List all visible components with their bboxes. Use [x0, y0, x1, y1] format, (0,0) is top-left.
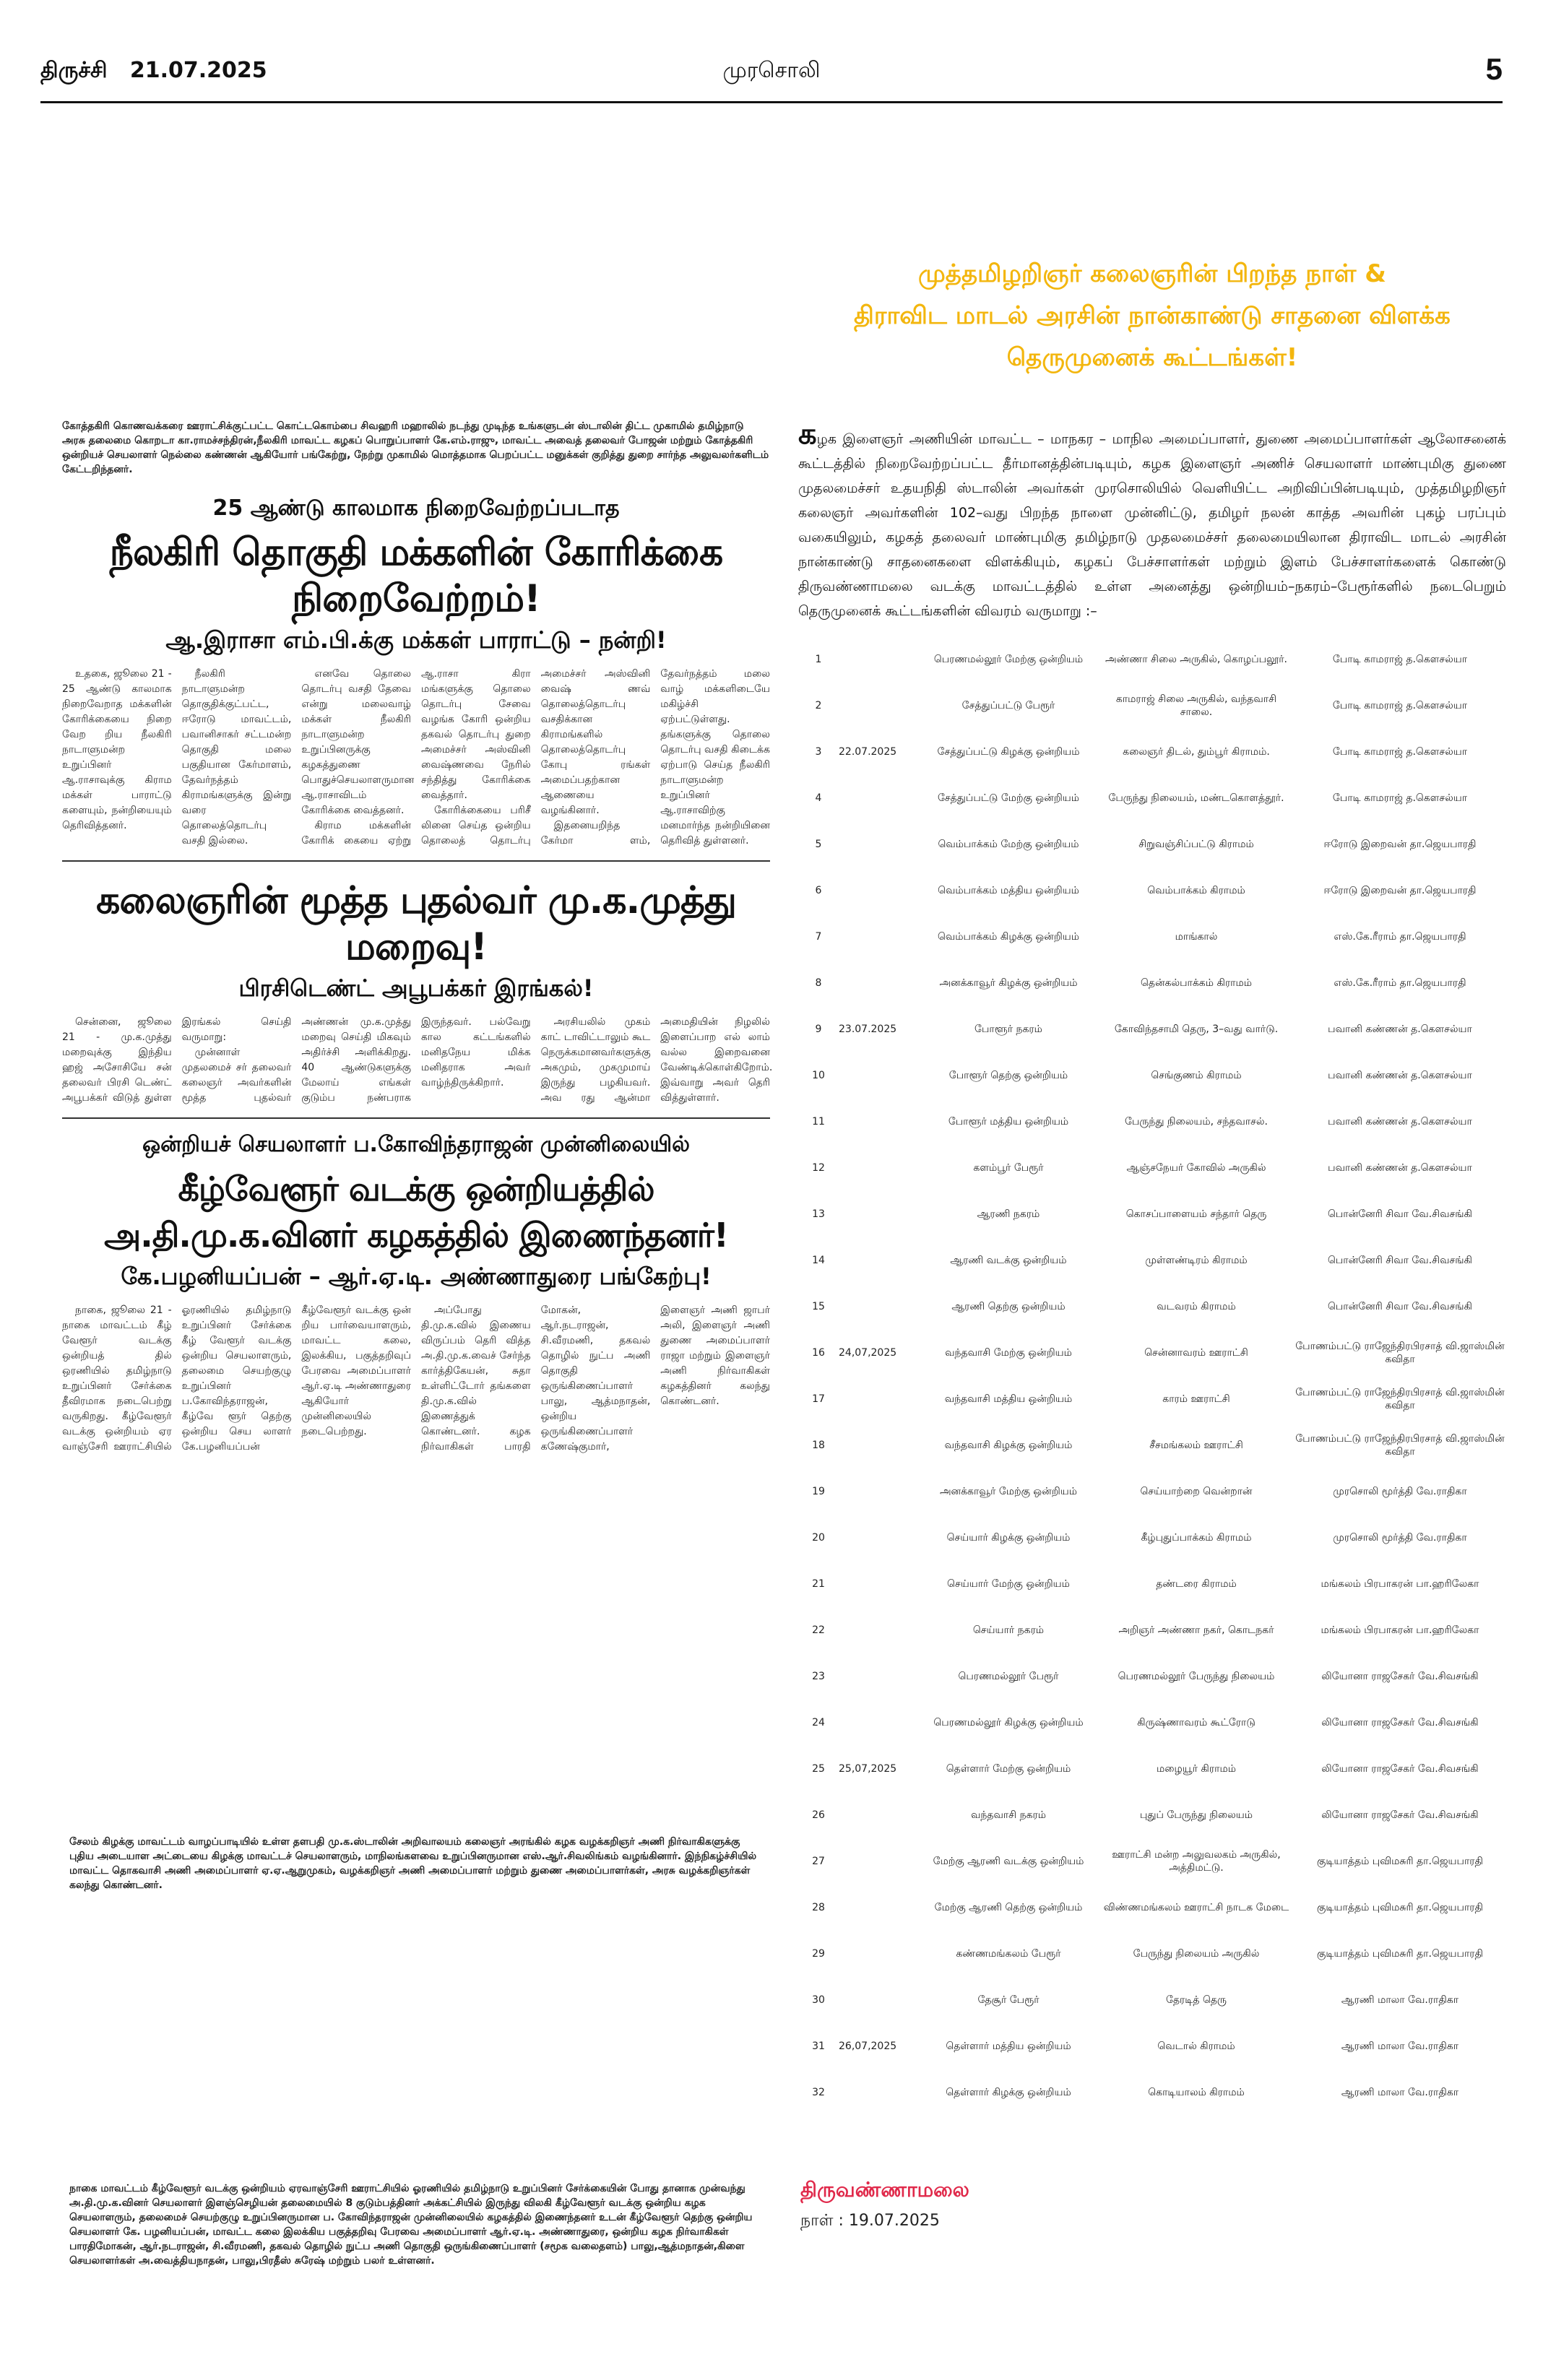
meeting-date: [839, 1607, 918, 1653]
row-number: 17: [812, 1393, 825, 1405]
meeting-area: தெள்ளார் கிழக்கு ஒன்றியம்: [946, 2087, 1071, 2098]
row-number: 2: [815, 700, 822, 711]
speakers: முரசொலி மூர்த்தி வே.ராதிகா: [1333, 1532, 1467, 1544]
schedule-row: [798, 1468, 1506, 1515]
meeting-area: வந்தவாசி மத்திய ஒன்றியம்: [944, 1393, 1073, 1405]
meeting-location: தேரடித் தெரு: [1166, 1994, 1227, 2006]
meeting-date: [839, 1376, 918, 1422]
meeting-location: காமராஜ் சிலை அருகில், வந்தவாசி சாலை.: [1115, 693, 1277, 718]
drop-cap: க: [798, 417, 817, 451]
row-number: 8: [815, 977, 822, 989]
schedule-row: [798, 821, 1506, 867]
meeting-date: 23.07.2025: [839, 1024, 897, 1035]
right-column: [798, 253, 1506, 2116]
meeting-location: சிறுவஞ்சிப்பட்டு கிராமம்: [1138, 839, 1254, 850]
row-number: 18: [812, 1440, 825, 1451]
speakers: பொன்னேரி சிவா வே.சிவசங்கி: [1327, 1208, 1472, 1220]
speakers: போணம்பட்டு ராஜேந்திரபிரசாத் வி.ஜாஸ்மின் கவிதா: [1295, 1433, 1505, 1458]
meeting-area: சேத்துப்பட்டு மேற்கு ஒன்றியம்: [937, 792, 1080, 804]
schedule-row: [798, 683, 1506, 729]
speakers: ஆரணி மாலா வே.ராதிகா: [1341, 1994, 1459, 2006]
schedule-row: [798, 1561, 1506, 1607]
row-number: 22: [812, 1624, 825, 1636]
story1-headline: நீலகிரி தொகுதி மக்களின் கோரிக்கை நிறைவேற்றம்!: [109, 531, 723, 620]
divider: [62, 860, 770, 862]
story3-kicker: ஒன்றியச் செயலாளர் ப.கோவிந்தராஜன் முன்னிலையில்: [142, 1132, 691, 1157]
schedule-row: [798, 1145, 1506, 1191]
meeting-date: [839, 1977, 918, 2023]
schedule-row: [798, 960, 1506, 1006]
title-line: முத்தமிழறிஞர் கலைஞரின் பிறந்த நாள் &: [918, 259, 1386, 288]
speakers: குடியாத்தம் புவிமசுரி தா.ஜெயபாரதி: [1317, 1948, 1483, 1960]
meeting-location: விண்ணமங்கலம் ஊராட்சி நாடக மேடை: [1103, 1902, 1289, 1913]
meeting-location: கலைஞர் திடல், தும்பூர் கிராமம்.: [1123, 746, 1270, 758]
schedule-row: [798, 1330, 1506, 1376]
row-number: 25: [812, 1763, 825, 1775]
speakers: போடி காமராஜ் த.கௌசல்யா: [1332, 700, 1468, 711]
schedule-row: [798, 1006, 1506, 1052]
speakers: பவானி கண்ணன் த.கௌசல்யா: [1328, 1024, 1472, 1035]
photo-area-middle-left: [40, 1632, 770, 1820]
page-number: 5: [1485, 52, 1503, 86]
photo-area-top-left: [40, 123, 770, 412]
meeting-location: சென்னாவரம் ஊராட்சி: [1144, 1347, 1248, 1359]
meeting-area: ஆரணி தெற்கு ஒன்றியம்: [951, 1301, 1066, 1312]
paragraph: எனவே தொலை தொடர்பு வசதி தேவை என்று மலைவாழ் மக்கள் நீலகிரி நாடாளுமன்ற உறுப்பினருக்கு கழகத்துணை பொதுச்செயலாளருமான ஆ.ராசாவிடம் கோரிக்கை வைத்தனர்.: [301, 668, 415, 816]
meeting-date: 25,07,2025: [839, 1763, 897, 1775]
meeting-area: போளூர் நகரம்: [974, 1024, 1042, 1035]
schedule-row: [798, 1099, 1506, 1145]
paragraph: நாகை, ஜூலை 21 - நாகை மாவட்டம் கீழ் வேளூர் வடக்கு ஒன்றியத் தில் ஒரணியில் தமிழ்நாடு உறுப்பினர் சேர்க்கை தீவிரமாக நடைபெற்று வருகிறது. கீழ்வேளூர் வடக்கு ஒன்றியம் ஏர வாஞ்சேரி ஊராட்சியில் ஓரணியில் தமிழ்நாடு உறுப்பினர் சேர்க்கை கீழ் வேளூர் வடக்கு ஒன்றிய செயலாளரும், தலைமை செயற்குழு உறுப்பினர் ப.கோவிந்தராஜன், கீழ்வே ளூர் தெற்கு ஒன்றிய செய லாளர் கே.பழனியப்பன் கீழ்வேளூர் வடக்கு ஒன் றிய பார்வையாளரும், மாவட்ட கலை, இலக்கிய, பகுத்தறிவுப் பேரவை அமைப்பாளர் ஆர்.ஏ.டி அண்ணாதுரை ஆகியோர் முன்னிலையில் நடைபெற்றது.: [62, 1304, 411, 1453]
meeting-location: கிருஷ்ணாவரம் கூட்ரோடு: [1137, 1717, 1255, 1728]
schedule-row: [798, 1700, 1506, 1746]
speakers: பவானி கண்ணன் த.கௌசல்யா: [1328, 1070, 1472, 1081]
row-number: 9: [815, 1024, 822, 1035]
meeting-date: 22.07.2025: [839, 746, 897, 758]
speakers: போடி காமராஜ் த.கௌசல்யா: [1332, 654, 1468, 665]
meeting-location: செய்யாற்றை வென்றான்: [1140, 1486, 1253, 1497]
meeting-area: வந்தவாசி கிழக்கு ஒன்றியம்: [944, 1440, 1073, 1451]
row-number: 27: [812, 1856, 825, 1867]
meeting-location: பெரணமல்லூர் பேருந்து நிலையம்: [1118, 1671, 1275, 1682]
meeting-location: வடவரம் கிராமம்: [1157, 1301, 1236, 1312]
schedule-row: [798, 1838, 1506, 1884]
story1-body: [62, 667, 770, 849]
issue-date: 21.07.2025: [129, 58, 267, 83]
meeting-date: [839, 1099, 918, 1145]
meeting-date: 24,07,2025: [839, 1347, 897, 1359]
meeting-date: [839, 1792, 918, 1838]
meeting-location: அறிஞர் அண்ணா நகர், கொடநகர்: [1118, 1624, 1274, 1636]
speakers: எஸ்.கே.ரீராம் தா.ஜெயபாரதி: [1334, 977, 1466, 989]
schedule-row: [798, 1237, 1506, 1284]
schedule-row: [798, 1931, 1506, 1977]
meeting-location: கோவிந்தசாமி தெரு, 3–வது வார்டு.: [1114, 1024, 1279, 1035]
meeting-date: [839, 914, 918, 960]
edition-date: [40, 58, 267, 86]
schedule-row: [798, 1376, 1506, 1422]
schedule-row: [798, 2023, 1506, 2069]
story1-kicker: 25 ஆண்டு காலமாக நிறைவேற்றப்படாத: [212, 496, 620, 521]
meeting-area: போளூர் மத்திய ஒன்றியம்: [948, 1116, 1069, 1128]
schedule-row: [798, 1653, 1506, 1700]
row-number: 7: [815, 931, 822, 943]
meeting-date: [839, 775, 918, 821]
row-number: 30: [812, 1994, 825, 2006]
meeting-date: [839, 1561, 918, 1607]
speakers: போணம்பட்டு ராஜேந்திரபிரசாத் வி.ஜாஸ்மின் கவிதா: [1295, 1341, 1505, 1365]
speakers: எஸ்.கே.ரீராம் தா.ஜெயபாரதி: [1334, 931, 1466, 943]
story1-subhead: ஆ.இராசா எம்.பி.க்கு மக்கள் பாராட்டு – நன்றி!: [165, 626, 667, 654]
meeting-date: [839, 1515, 918, 1561]
meeting-area: மேற்கு ஆரணி தெற்கு ஒன்றியம்: [934, 1902, 1083, 1913]
speakers: போணம்பட்டு ராஜேந்திரபிரசாத் வி.ஜாஸ்மின் கவிதா: [1295, 1387, 1505, 1411]
meeting-area: வந்தவாசி மேற்கு ஒன்றியம்: [945, 1347, 1072, 1359]
meeting-location: அண்ணா சிலை அருகில், கொழப்பலூர்.: [1105, 654, 1287, 665]
speakers: லியோனா ராஜசேகர் வே.சிவசங்கி: [1321, 1809, 1479, 1821]
meeting-location: வெடால் கிராமம்: [1157, 2041, 1235, 2052]
row-number: 3: [815, 746, 822, 758]
row-number: 32: [812, 2087, 825, 2098]
meeting-date: [839, 1653, 918, 1700]
row-number: 16: [812, 1347, 825, 1359]
meeting-location: புதுப் பேருந்து நிலையம்: [1139, 1809, 1253, 1821]
meeting-location: ஆஞ்சநேயர் கோவில் அருகில்: [1126, 1162, 1266, 1174]
meeting-date: [839, 960, 918, 1006]
middle-photo-caption: சேலம் கிழக்கு மாவட்டம் வாழப்பாடியில் உள்ள தளபதி மு.க.ஸ்டாலின் அறிவாலயம் கலைஞர் அரங்கில் கழக வழக்கறிஞர் அணி நிர்வாகிகளுக்கு புதிய அடையாள அட்டையை கிழக்கு மாவட்டச் செயலாளரும், மாநிலங்களவை உறுப்பினருமான எஸ்.ஆர்.சிவலிங்கம் வழங்கினார். இந்நிகழ்ச்சியில் மாவட்ட தொகவாசி அணி அமைப்பாளர் ஏ.ஏ.ஆறுமுகம், வழக்கறிஞர் அணி அமைப்பாளர் மற்றும் துணை அமைப்பாளர்கள், அரசு வழக்கறிஞர்கள் கலந்து கொண்டனர்.: [69, 1836, 757, 1891]
row-number: 26: [812, 1809, 825, 1821]
story3-headline: கீழ்வேளூர் வடக்கு ஒன்றியத்தில் அ.தி.மு.க.வினர் கழகத்தில் இணைந்தனர்!: [104, 1169, 728, 1255]
meeting-date: [839, 1145, 918, 1191]
story2-subhead: பிரசிடெண்ட் அபூபக்கர் இரங்கல்!: [238, 974, 594, 1002]
schedule-row: [798, 636, 1506, 683]
meeting-date: [839, 1700, 918, 1746]
paragraph: அரசியலில் முகம் காட் டாவிட்டாலும் கூட நெருக்கமானவர்களுக்கு அகமும், முகமுமாய் இருந்து பழகியவர். அவ ரது ஆன்மா அமைதியின் நிழலில் இளைப்பாற எல் லாம் வல்ல இறைவனை வேண்டிக்கொள்கிறோம். இவ்வாறு அவர் தெரி வித்துள்ளார்.: [540, 1016, 773, 1104]
meeting-location: ஊராட்சி மன்ற அலுவலகம் அருகில், அத்திமட்டு.: [1112, 1849, 1281, 1874]
meeting-area: பெரணமல்லூர் பேரூர்: [958, 1671, 1059, 1682]
speakers: குடியாத்தம் புவிமசுரி தா.ஜெயபாரதி: [1317, 1902, 1483, 1913]
paragraph: இதனையறிந்த கேர்மா ளம், தேவர்நத்தம் மலை வாழ் மக்களிடையே மகிழ்ச்சி ஏற்பட்டுள்ளது. தங்களுக்கு தொலை தொடர்பு வசதி கிடைக்க ஏற்பாடு செய்த நீலகிரி நாடாளுமன்ற உறுப்பினர் ஆ.ராசாவிற்கு மனமார்ந்த நன்றியினை தெரிவித் துள்ளனர்.: [540, 668, 770, 847]
bottom-photo-caption: நாகை மாவட்டம் கீழ்வேளூர் வடக்கு ஒன்றியம் ஏரவாஞ்சேரி ஊராட்சியில் ஓரணியில் தமிழ்நாடு உறுப்பினர் சேர்க்கையின் போது தானாக முன்வந்து அ.தி.மு.க.வினர் செயலாளர் இளஞ்செழியன் தலைமையில் 8 குடும்பத்தினர் அக்கட்சியில் இருந்து விலகி கீழ்வேளூர் வடக்கு ஒன்றிய கழக செயலாளரும், தலைமைச் செயற்குழு உறுப்பினருமான ப. கோவிந்தராஜன் முன்னிலையில் கழகத்தில் இணைந்தனர் உடன் கீழ்வேளூர் தெற்கு ஒன்றிய செயலாளர் கே. பழனியப்பன், மாவட்ட கலை இலக்கிய பகுத்தறிவு பேரவை அமைப்பாளர் ஆர்.ஏ.டி. அண்ணாதுரை, ஒன்றிய கழக நிர்வாகிகள் பாரதிமோகன், ஆர்.நடராஜன், சி.வீரமணி, தகவல் தொழில் நுட்ப அணி தொகுதி ஒருங்கிணைப்பாளர் (சமூக வலைதளம்) பாலு,ஆத்மநாதன்,கிளை செயலாளர்கள் அ.வைத்தியநாதன், பாலு,பிரதீஸ் சுரேஷ் மற்றும் பலர் உள்ளனர்.: [69, 2183, 753, 2267]
schedule-row: [798, 1052, 1506, 1099]
schedule-row: [798, 1607, 1506, 1653]
row-number: 12: [812, 1162, 825, 1174]
meeting-location: பேருந்து நிலையம், சந்தவாசல்.: [1125, 1116, 1268, 1128]
schedule-row: [798, 914, 1506, 960]
meeting-location: மாங்கால்: [1175, 931, 1218, 943]
row-number: 10: [812, 1070, 825, 1081]
row-number: 5: [815, 839, 822, 850]
meeting-location: கீழ்புதுப்பாக்கம் கிராமம்: [1141, 1532, 1252, 1544]
meeting-area: சேத்துப்பட்டு கிழக்கு ஒன்றியம்: [937, 746, 1080, 758]
meeting-date: [839, 1422, 918, 1468]
page-header: [40, 52, 1503, 95]
left-column: [62, 419, 773, 1455]
meeting-location: வெம்பாக்கம் கிராமம்: [1147, 885, 1245, 896]
story2-body: [62, 1015, 773, 1106]
meeting-date: [839, 1052, 918, 1099]
schedule-row: [798, 2069, 1506, 2116]
meeting-area: பெரணமல்லூர் கிழக்கு ஒன்றியம்: [933, 1717, 1084, 1728]
paragraph: கோரிக்கையை பரிசீ லினை செய்த ஒன்றிய தொலைத் தொடர்பு அமைச்சர் அஸ்வினி வைஷ் ணவ் தொலைத்தொடர்பு வசதிக்கான கிராமங்களில் தொலைத்தொடர்பு கோபு ரங்கள் அமைப்பதற்கான ஆணையை வழங்கினார்.: [420, 668, 651, 847]
meeting-location: பேருந்து நிலையம், மண்டகொளத்தூர்.: [1108, 792, 1284, 804]
meeting-date: [839, 1284, 918, 1330]
meeting-location: கொசப்பாளையம் சந்தார் தெரு: [1125, 1208, 1267, 1220]
title-line: திராவிட மாடல் அரசின் நான்காண்டு சாதனை விளக்க: [854, 301, 1451, 330]
meeting-location: மழையூர் கிராமம்: [1157, 1763, 1236, 1775]
schedule-row: [798, 1191, 1506, 1237]
paragraph: முன்னாள் முதலமைச் சர் தலைவர் கலைஞர் அவர்களின் மூத்த புதல்வர் அண்ணன் மு.க.முத்து மறைவு செய்தி மிகவும் அதிர்ச்சி அளிக்கிறது. 40 ஆண்டுகளுக்கு மேலாய் எங்கள் குடும்ப நண்பராக இருந்தவர். பல்வேறு கால கட்டங்களில் மனிதநேய மிக்க மனிதராக அவர் வாழ்ந்திருக்கிறார்.: [181, 1016, 531, 1104]
meeting-date: 26,07,2025: [839, 2041, 897, 2052]
row-number: 24: [812, 1717, 825, 1728]
speakers: முரசொலி மூர்த்தி வே.ராதிகா: [1333, 1486, 1467, 1497]
announcement-title: [798, 253, 1506, 378]
meeting-area: செய்யார் கிழக்கு ஒன்றியம்: [946, 1532, 1071, 1544]
photo-area-bottom-left: [40, 1936, 770, 2167]
meeting-date: [839, 1237, 918, 1284]
meeting-date: [839, 2069, 918, 2116]
speakers: பொன்னேரி சிவா வே.சிவசங்கி: [1327, 1255, 1472, 1266]
meeting-date: [839, 1468, 918, 1515]
row-number: 28: [812, 1902, 825, 1913]
row-number: 31: [812, 2041, 825, 2052]
edition-name: திருச்சி: [40, 58, 108, 83]
meeting-date: [839, 1191, 918, 1237]
intro-text: ழக இளைஞர் அணியின் மாவட்ட – மாநகர – மாநில அமைப்பாளர், துணை அமைப்பாளர்கள் ஆலோசனைக் கூட்டத்தில் நிறைவேற்றப்பட்ட தீர்மானத்தின்படியும், கழக இளைஞர் அணிச் செயலாளர் மாண்புமிகு துணை முதலமைச்சர் உதயநிதி ஸ்டாலின் அவர்கள் முரசொலியில் வெளியிட்ட அறிவிப்பின்படியும், முத்தமிழறிஞர் கலைஞர் அவர்களின் 102–வது பிறந்த நாளை முன்னிட்டு, தமிழர் நலன் காத்த அவரின் புகழ் பரப்பும் வகையிலும், கழகத் தலைவர் மாண்புமிகு தமிழ்நாடு முதலமைச்சர் தலைமையிலான திராவிட மாடல் அரசின் நான்காண்டு சாதனைகளை விளக்கியும், கழகப் பேச்சாளர்கள் மற்றும் இளம் பேச்சாளர்களைக் கொண்டு திருவண்ணாமலை வடக்கு மாவட்டத்தில் உள்ள அனைத்து ஒன்றியம்–நகரம்–பேரூர்களில் நடைபெறும் தெருமுனைக் கூட்டங்களின் விவரம் வருமாறு :–: [798, 431, 1506, 619]
row-number: 14: [812, 1255, 825, 1266]
announcement-date: நாள் : 19.07.2025: [800, 2212, 940, 2230]
meeting-schedule-table: [798, 636, 1506, 2116]
row-number: 20: [812, 1532, 825, 1544]
meeting-location: காரம் ஊராட்சி: [1162, 1393, 1230, 1405]
meeting-area: வெம்பாக்கம் மத்திய ஒன்றியம்: [938, 885, 1079, 896]
speakers: மங்கலம் பிரபாகரன் பா.ஹரிலேகா: [1321, 1624, 1479, 1636]
row-number: 11: [812, 1116, 825, 1128]
row-number: 13: [812, 1208, 825, 1220]
meeting-location: தென்கல்பாக்கம் கிராமம்: [1140, 977, 1253, 989]
row-number: 19: [812, 1486, 825, 1497]
meeting-date: [839, 1884, 918, 1931]
meeting-area: களம்பூர் பேரூர்: [973, 1162, 1044, 1174]
paragraph: கிராம மக்களின் கோரிக் கையை ஏற்று ஆ.ராசா கிரா மங்களுக்கு தொலை தொடர்பு சேவை வழங்க கோரி ஒன்றிய தகவல் தொடர்பு துறை அமைச்சர் அஸ்வினி வைஷ்ணவை நேரில் சந்தித்து கோரிக்கை வைத்தார்.: [301, 668, 531, 847]
schedule-row: [798, 1422, 1506, 1468]
paragraph: அப்போது தி.மு.க.வில் இணைய விருப்பம் தெரி வித்த அ.தி.மு.க.வைச் சேர்ந்த கார்த்திகேயன், சுதா உள்ளிட்டோர் தங்களை தி.மு.க.வில் இணைத்துக் கொண்டனர். கழக நிர்வாகிகள் பாரதி மோகன், ஆர்.நடராஜன், சி.வீரமணி, தகவல் தொழில் நுட்ப அணி தொகுதி ஒருங்கிணைப்பாளர் பாலு, ஆத்மநாதன், ஒன்றிய ஒருங்கிணைப்பாளர் கணேஷ்குமார், இளைஞர் அணி ஜாபர் அலி, இளைஞர் அணி துணை அமைப்பாளர் ராஜா மற்றும் இளைஞர் அணி நிர்வாகிகள் கழகத்தினர் கலந்து கொண்டனர்.: [420, 1304, 770, 1453]
meeting-date: [839, 636, 918, 683]
speakers: ஈரோடு இறைவன் தா.ஜெயபாரதி: [1323, 839, 1477, 850]
speakers: பொன்னேரி சிவா வே.சிவசங்கி: [1327, 1301, 1472, 1312]
story2-headline: கலைஞரின் மூத்த புதல்வர் மு.க.முத்து மறைவு!: [96, 879, 736, 969]
paragraph: சென்னை, ஜூலை 21 - மு.க.முத்து மறைவுக்கு இந்திய ஹஜ் அசோசியே சன் தலைவர் பிரசி டெண்ட் அபூபக்கர் விடுத் துள்ள இரங்கல் செய்தி வருமாறு:: [62, 1016, 292, 1104]
meeting-area: மேற்கு ஆரணி வடக்கு ஒன்றியம்: [933, 1856, 1084, 1867]
paragraph: உதகை, ஜூலை 21 - 25 ஆண்டு காலமாக நிறைவேறாத மக்களின் கோரிக்கையை நிறை வேற றிய நீலகிரி நாடாளுமன்ற உறுப்பினர் ஆ.ராசாவுக்கு கிராம மக்கள் பாராட்டு களையும், நன்றியையும் தெரிவித்தனர்.: [62, 668, 172, 831]
meeting-area: வந்தவாசி நகரம்: [970, 1809, 1047, 1821]
speakers: பவானி கண்ணன் த.கௌசல்யா: [1328, 1116, 1472, 1128]
schedule-row: [798, 729, 1506, 775]
story3-subhead: கே.பழனியப்பன் – ஆர்.ஏ.டி. அண்ணாதுரை பங்கேற்பு!: [121, 1263, 712, 1290]
meeting-area: போளூர் தெற்கு ஒன்றியம்: [948, 1070, 1068, 1081]
speakers: போடி காமராஜ் த.கௌசல்யா: [1332, 792, 1468, 804]
row-number: 1: [815, 654, 822, 665]
title-line: தெருமுனைக் கூட்டங்கள்!: [1006, 343, 1298, 372]
speakers: ஆரணி மாலா வே.ராதிகா: [1341, 2087, 1459, 2098]
meeting-area: பெரணமல்லூர் மேற்கு ஒன்றியம்: [933, 654, 1084, 665]
meeting-area: சேத்துப்பட்டு பேரூர்: [961, 700, 1055, 711]
schedule-row: [798, 867, 1506, 914]
meeting-location: முள்ளண்டிரம் கிராமம்: [1145, 1255, 1248, 1266]
meeting-area: செய்யார் மேற்கு ஒன்றியம்: [947, 1578, 1070, 1590]
meeting-location: செங்குணம் கிராமம்: [1151, 1070, 1242, 1081]
meeting-date: [839, 683, 918, 729]
speakers: குடியாத்தம் புவிமசுரி தா.ஜெயபாரதி: [1317, 1856, 1483, 1867]
row-number: 6: [815, 885, 822, 896]
meeting-area: தெள்ளார் மேற்கு ஒன்றியம்: [946, 1763, 1071, 1775]
meeting-date: [839, 867, 918, 914]
row-number: 23: [812, 1671, 825, 1682]
divider: [62, 1117, 770, 1119]
speakers: பவானி கண்ணன் த.கௌசல்யா: [1328, 1162, 1472, 1174]
schedule-row: [798, 1977, 1506, 2023]
announcement-intro: [798, 417, 1506, 623]
speakers: லியோனா ராஜசேகர் வே.சிவசங்கி: [1321, 1763, 1479, 1775]
speakers: ஆரணி மாலா வே.ராதிகா: [1341, 2041, 1459, 2052]
schedule-row: [798, 1792, 1506, 1838]
speakers: லியோனா ராஜசேகர் வே.சிவசங்கி: [1321, 1671, 1479, 1682]
row-number: 4: [815, 792, 822, 804]
row-number: 21: [812, 1578, 825, 1590]
meeting-area: அனக்காவூர் மேற்கு ஒன்றியம்: [939, 1486, 1078, 1497]
header-rule: [40, 101, 1503, 103]
masthead-name: முரசொலி: [722, 58, 821, 83]
speakers: லியோனா ராஜசேகர் வே.சிவசங்கி: [1321, 1717, 1479, 1728]
row-number: 15: [812, 1301, 825, 1312]
district-name: திருவண்ணாமலை: [800, 2178, 969, 2202]
row-number: 29: [812, 1948, 825, 1960]
meeting-area: கண்ணமங்கலம் பேரூர்: [956, 1948, 1061, 1960]
top-photo-caption: கோத்தகிரி கொணவக்கரை ஊராட்சிக்குட்பட்ட கொட்டகொம்பை சிவஹரி மஹாலில் நடந்து முடிந்த உங்களுடன் ஸ்டாலின் திட்ட முகாமில் தமிழ்நாடு அரசு தலைமை கொறடா கா.ராமச்சந்திரன்,நீலகிரி மாவட்ட கழகப் பொறுப்பாளர் கே.எம்.ராஜு, மாவட்ட அவைத் தலைவர் போஜன் மற்றும் கோத்தகிரி ஒன்றியச் செயலாளர் நெல்லை கண்ணன் ஆகியோர் பங்கேற்று, நேற்று முகாமில் மொத்தமாக பெறப்பட்ட மனுக்கள் குறித்து துறை சார்ந்த அலுவலர்களிடம் கேட்டறிந்தனர்.: [62, 420, 769, 475]
speakers: மங்கலம் பிரபாகரன் பா.ஹரிலேகா: [1321, 1578, 1479, 1590]
meeting-area: வெம்பாக்கம் மேற்கு ஒன்றியம்: [938, 839, 1079, 850]
schedule-row: [798, 1884, 1506, 1931]
meeting-area: ஆரணி நகரம்: [977, 1208, 1040, 1220]
meeting-location: கொடியாலம் கிராமம்: [1148, 2087, 1245, 2098]
speakers: போடி காமராஜ் த.கௌசல்யா: [1332, 746, 1468, 758]
schedule-row: [798, 1284, 1506, 1330]
meeting-location: சீசமங்கலம் ஊராட்சி: [1149, 1440, 1243, 1451]
meeting-area: வெம்பாக்கம் கிழக்கு ஒன்றியம்: [937, 931, 1080, 943]
schedule-row: [798, 1515, 1506, 1561]
meeting-date: [839, 1931, 918, 1977]
paragraph: நீலகிரி நாடாளுமன்ற தொகுதிக்குட்பட்ட, ஈரோடு மாவட்டம், பவானிசாகர் சட்டமன்ற தொகுதி மலை பகுதியான கேர்மாளம், தேவர்நத்தம் கிராமங்களுக்கு இன்று வரை தொலைத்தொடர்பு வசதி இல்லை.: [181, 668, 292, 847]
meeting-date: [839, 821, 918, 867]
schedule-row: [798, 775, 1506, 821]
meeting-location: பேருந்து நிலையம் அருகில்: [1133, 1948, 1260, 1960]
meeting-area: செய்யார் நகரம்: [972, 1624, 1045, 1636]
story3-body: [62, 1303, 770, 1455]
meeting-location: தண்டரை கிராமம்: [1156, 1578, 1237, 1590]
schedule-row: [798, 1746, 1506, 1792]
meeting-area: அனக்காவூர் கிழக்கு ஒன்றியம்: [939, 977, 1078, 989]
meeting-area: ஆரணி வடக்கு ஒன்றியம்: [950, 1255, 1067, 1266]
speakers: ஈரோடு இறைவன் தா.ஜெயபாரதி: [1323, 885, 1477, 896]
meeting-area: தேசூர் பேரூர்: [977, 1994, 1040, 2006]
meeting-date: [839, 1838, 918, 1884]
meeting-area: தெள்ளார் மத்திய ஒன்றியம்: [946, 2041, 1071, 2052]
